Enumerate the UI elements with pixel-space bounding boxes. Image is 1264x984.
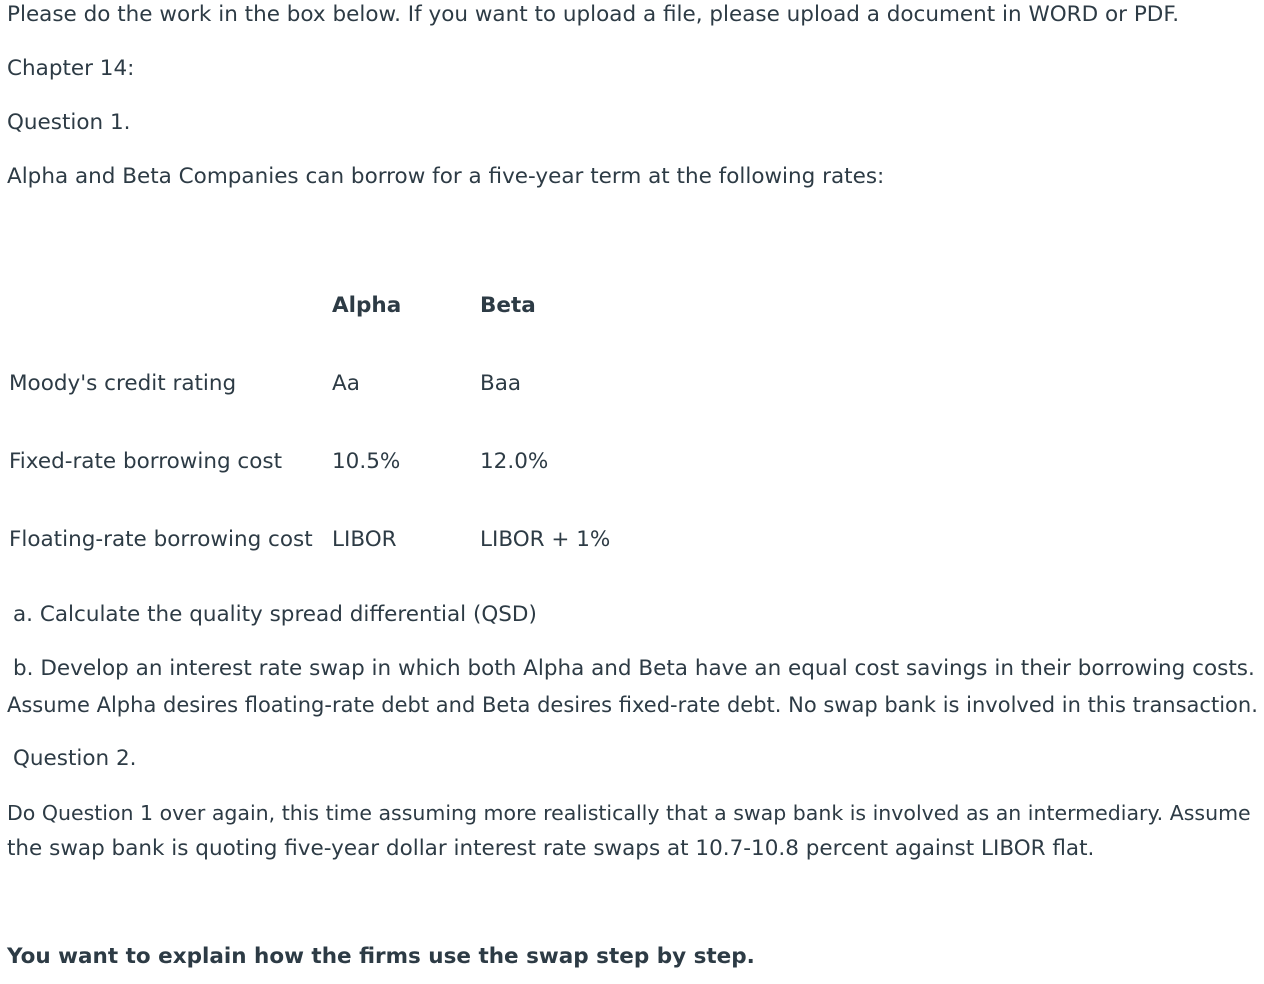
alpha-value: Aa [332,371,360,396]
column-header-alpha: Alpha [332,293,402,318]
question2-heading: Question 2. [13,746,137,771]
row-label: Floating-rate borrowing cost [9,527,313,552]
column-header-beta: Beta [480,293,536,318]
alpha-value: LIBOR [332,527,397,552]
alpha-value: 10.5% [332,449,401,474]
question2-text-continued: the swap bank is quoting five-year dollar interest rate swaps at 10.7-10.8 percent against LIBOR flat. [7,836,1095,861]
question2-text: Do Question 1 over again, this time assuming more realistically that a swap bank is involved as an intermediary. Assume [7,801,1251,825]
question1-intro: Alpha and Beta Companies can borrow for a five-year term at the following rates: [7,164,885,189]
row-label: Fixed-rate borrowing cost [9,449,283,474]
beta-value: LIBOR + 1% [480,527,611,552]
row-label: Moody's credit rating [9,371,237,396]
part-b-text-continued: Assume Alpha desires floating-rate debt and Beta desires fixed-rate debt. No swap bank is involved in this transaction. [7,693,1258,717]
beta-value: 12.0% [480,449,549,474]
beta-value: Baa [480,371,522,396]
part-b-text: b. Develop an interest rate swap in which both Alpha and Beta have an equal cost savings in their borrowing costs. [13,656,1255,681]
part-a-text: a. Calculate the quality spread differential (QSD) [13,602,537,627]
chapter-heading: Chapter 14: [7,56,135,81]
instructions-text: Please do the work in the box below. If you want to upload a file, please upload a document in WORD or PDF. [7,2,1180,27]
question1-heading: Question 1. [7,110,131,135]
closing-instruction: You want to explain how the firms use the swap step by step. [7,944,755,969]
